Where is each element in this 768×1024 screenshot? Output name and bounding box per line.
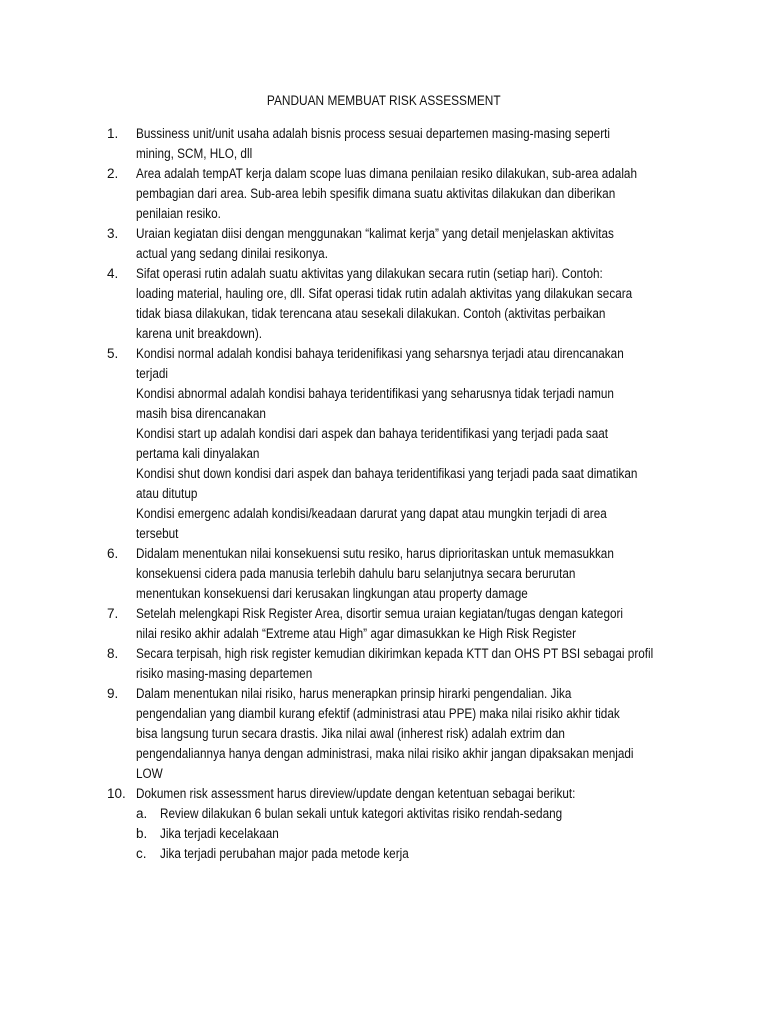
- line-text: menentukan konsekuensi dari kerusakan lingkungan atau property damage: [136, 586, 528, 601]
- list-item: [0, 124, 768, 164]
- list-item-line: [0, 404, 768, 424]
- list-item-line: [0, 284, 768, 304]
- line-text: Sifat operasi rutin adalah suatu aktivitas yang dilakukan secara rutin (setiap hari). Contoh:: [136, 266, 603, 281]
- list-item-line: [0, 424, 768, 444]
- list-item-line: [0, 244, 768, 264]
- list-item-line: [0, 704, 768, 724]
- line-text: Kondisi normal adalah kondisi bahaya teridenifikasi yang seharsnya terjadi atau direncanakan: [136, 346, 624, 361]
- line-text: LOW: [136, 766, 163, 781]
- sub-list-line: [0, 804, 768, 824]
- line-text: atau ditutup: [136, 486, 198, 501]
- list-item-line: [0, 364, 768, 384]
- sub-list-line: [0, 824, 768, 844]
- list-item-line: [0, 564, 768, 584]
- list-item-line: [0, 504, 768, 524]
- list-item-line: [0, 584, 768, 604]
- line-text: Setelah melengkapi Risk Register Area, disortir semua uraian kegiatan/tugas dengan kategori: [136, 606, 624, 621]
- document-title-text: PANDUAN MEMBUAT RISK ASSESSMENT: [267, 93, 501, 108]
- list-item-line: [0, 184, 768, 204]
- line-text: Secara terpisah, high risk register kemudian dikirimkan kepada KTT dan OHS PT BSI sebagai profil: [136, 646, 654, 661]
- line-text: Kondisi shut down kondisi dari aspek dan bahaya teridentifikasi yang terjadi pada saat dimatikan: [136, 466, 638, 481]
- list-item: [0, 784, 768, 804]
- line-text: Area adalah tempAT kerja dalam scope luas dimana penilaian resiko dilakukan, sub-area adalah: [136, 166, 637, 181]
- line-text: Didalam menentukan nilai konsekuensi sutu resiko, harus diprioritaskan untuk memasukkan: [136, 546, 614, 561]
- list-number: 2.: [107, 166, 119, 181]
- line-text: actual yang sedang dinilai resikonya.: [136, 246, 328, 261]
- line-text: terjadi: [136, 366, 168, 381]
- line-text: masih bisa direncanakan: [136, 406, 266, 421]
- list-item-line: [0, 664, 768, 684]
- sub-list-letter: b.: [136, 826, 148, 841]
- line-text: Kondisi emergenc adalah kondisi/keadaan darurat yang dapat atau mungkin terjadi di area: [136, 506, 607, 521]
- line-text: tidak biasa dilakukan, tidak terencana atau sesekali dilakukan. Contoh (aktivitas perbaikan: [136, 306, 606, 321]
- list-item: [0, 164, 768, 224]
- line-text: tersebut: [136, 526, 179, 541]
- line-text: risiko masing-masing departemen: [136, 666, 313, 681]
- list-number: 4.: [107, 266, 119, 281]
- list-number: 8.: [107, 646, 119, 661]
- list-item-line: [0, 144, 768, 164]
- list-item: [0, 264, 768, 344]
- list-item: [0, 644, 768, 684]
- list-item-line: [0, 764, 768, 784]
- guideline-list: [0, 124, 768, 864]
- list-item-line: [0, 444, 768, 464]
- sub-list-item: [0, 804, 768, 824]
- list-item: [0, 544, 768, 604]
- line-text: mining, SCM, HLO, dll: [136, 146, 253, 161]
- list-item-line: [0, 744, 768, 764]
- list-item-line: [0, 304, 768, 324]
- list-item-line: [0, 204, 768, 224]
- line-text: Jika terjadi kecelakaan: [160, 826, 279, 841]
- list-number: 1.: [107, 126, 119, 141]
- line-text: penilaian resiko.: [136, 206, 221, 221]
- list-item: [0, 344, 768, 544]
- line-text: nilai resiko akhir adalah “Extreme atau High” agar dimasukkan ke High Risk Register: [136, 626, 576, 641]
- list-number: 5.: [107, 346, 119, 361]
- list-number: 3.: [107, 226, 119, 241]
- line-text: Jika terjadi perubahan major pada metode kerja: [160, 846, 409, 861]
- list-item-line: [0, 724, 768, 744]
- sub-list-letter: c.: [136, 846, 147, 861]
- line-text: pembagian dari area. Sub-area lebih spesifik dimana suatu aktivitas dilakukan dan diberikan: [136, 186, 616, 201]
- sub-list-item: [0, 844, 768, 864]
- line-text: karena unit breakdown).: [136, 326, 263, 341]
- line-text: bisa langsung turun secara drastis. Jika nilai awal (inherest risk) adalah extrim dan: [136, 726, 565, 741]
- line-text: Dokumen risk assessment harus direview/update dengan ketentuan sebagai berikut:: [136, 786, 576, 801]
- line-text: Uraian kegiatan diisi dengan menggunakan “kalimat kerja” yang detail menjelaskan aktivitas: [136, 226, 614, 241]
- sub-list-item: [0, 824, 768, 844]
- list-item-line: [0, 624, 768, 644]
- list-item-line: [0, 384, 768, 404]
- line-text: Dalam menentukan nilai risiko, harus menerapkan prinsip hirarki pengendalian. Jika: [136, 686, 572, 701]
- line-text: pertama kali dinyalakan: [136, 446, 260, 461]
- line-text: loading material, hauling ore, dll. Sifat operasi tidak rutin adalah aktivitas yang dilakukan secara: [136, 286, 633, 301]
- list-number: 7.: [107, 606, 119, 621]
- sub-list-letter: a.: [136, 806, 148, 821]
- line-text: pengendalian yang diambil kurang efektif (administrasi atau PPE) maka nilai risiko akhir tidak: [136, 706, 620, 721]
- list-number: 9.: [107, 686, 119, 701]
- line-text: pengendaliannya hanya dengan administrasi, maka nilai risiko akhir jangan dipaksakan menjadi: [136, 746, 634, 761]
- list-item-line: [0, 324, 768, 344]
- sub-list-line: [0, 844, 768, 864]
- list-item-line: [0, 484, 768, 504]
- list-number: 6.: [107, 546, 119, 561]
- line-text: konsekuensi cidera pada manusia terlebih dahulu baru selanjutnya secara berurutan: [136, 566, 576, 581]
- list-number: 10.: [107, 786, 126, 801]
- list-item: [0, 604, 768, 644]
- document-title: [0, 93, 768, 108]
- line-text: Kondisi start up adalah kondisi dari aspek dan bahaya teridentifikasi yang terjadi pada saat: [136, 426, 609, 441]
- list-item: [0, 684, 768, 784]
- list-item-line: [0, 464, 768, 484]
- list-item: [0, 224, 768, 264]
- line-text: Bussiness unit/unit usaha adalah bisnis process sesuai departemen masing-masing seperti: [136, 126, 610, 141]
- list-item-line: [0, 524, 768, 544]
- line-text: Kondisi abnormal adalah kondisi bahaya teridentifikasi yang seharusnya tidak terjadi namun: [136, 386, 614, 401]
- line-text: Review dilakukan 6 bulan sekali untuk kategori aktivitas risiko rendah-sedang: [160, 806, 563, 821]
